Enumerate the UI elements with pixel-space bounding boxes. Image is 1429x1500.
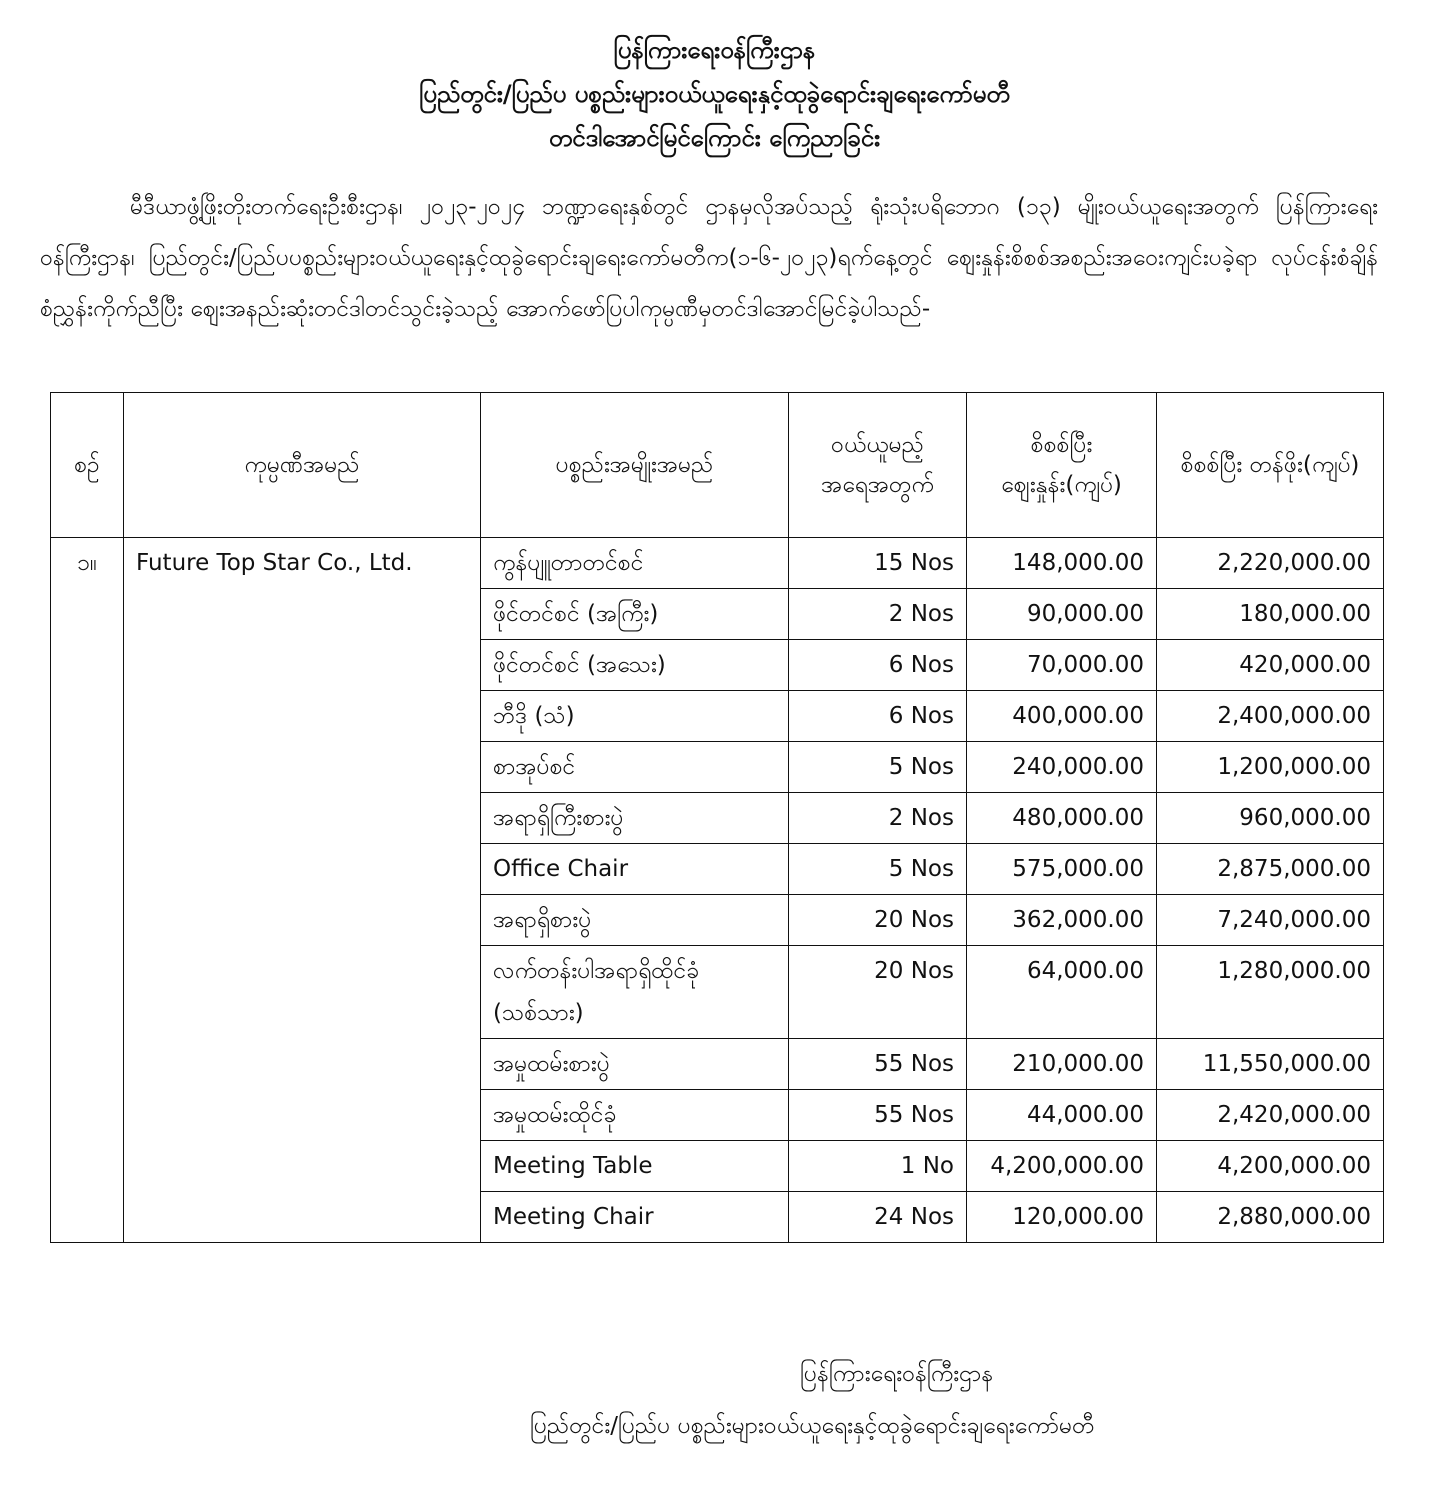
unit-price-cell: 4,200,000.00 [967,1141,1157,1192]
unit-price-cell: 44,000.00 [967,1090,1157,1141]
item-name-cell: အရာရှိစားပွဲ [481,895,789,946]
unit-price-cell: 400,000.00 [967,691,1157,742]
total-value-cell: 2,400,000.00 [1157,691,1384,742]
item-name-cell: ဘီဒို (သံ) [481,691,789,742]
committee-title: ပြည်တွင်း/ပြည်ပ ပစ္စည်းများဝယ်ယူရေးနှင့်ထုခွဲရောင်းချရေးကော်မတီ [419,80,1010,108]
unit-price-cell: 240,000.00 [967,742,1157,793]
quantity-cell: 6 Nos [789,640,967,691]
item-name-cell: ဖိုင်တင်စင် (အကြီး) [481,589,789,640]
unit-price-cell: 480,000.00 [967,793,1157,844]
item-name-cell: အမှုထမ်းစားပွဲ [481,1039,789,1090]
header-total: စိစစ်ပြီး တန်ဖိုး(ကျပ်) [1157,393,1384,538]
item-name-cell: Office Chair [481,844,789,895]
item-name-cell: အရာရှိကြီးစားပွဲ [481,793,789,844]
row-number-cell: ၁။ [51,538,124,1243]
header-price: စိစစ်ပြီး ဈေးနှုန်း(ကျပ်) [967,393,1157,538]
quantity-cell: 24 Nos [789,1192,967,1243]
unit-price-cell: 70,000.00 [967,640,1157,691]
quantity-cell: 5 Nos [789,742,967,793]
total-value-cell: 960,000.00 [1157,793,1384,844]
header-qty: ဝယ်ယူမည့် အရေအတွက် [789,393,967,538]
header-company: ကုမ္ပဏီအမည် [124,393,481,538]
quantity-cell: 5 Nos [789,844,967,895]
ministry-title: ပြန်ကြားရေးဝန်ကြီးဌာန [613,36,816,64]
quantity-cell: 55 Nos [789,1039,967,1090]
item-name-cell: လက်တန်းပါအရာရှိထိုင်ခုံ (သစ်သား) [481,946,789,1039]
total-value-cell: 7,240,000.00 [1157,895,1384,946]
header-no: စဉ် [51,393,124,538]
item-name-cell: ကွန်ပျူတာတင်စင် [481,538,789,589]
item-name-cell: ဖိုင်တင်စင် (အသေး) [481,640,789,691]
unit-price-cell: 575,000.00 [967,844,1157,895]
total-value-cell: 1,280,000.00 [1157,946,1384,1039]
quantity-cell: 2 Nos [789,589,967,640]
tender-award-table [50,392,1384,1243]
item-name-cell: Meeting Table [481,1141,789,1192]
total-value-cell: 180,000.00 [1157,589,1384,640]
signature-block [530,1348,1360,1452]
header-item: ပစ္စည်းအမျိုးအမည် [481,393,789,538]
item-name-cell: Meeting Chair [481,1192,789,1243]
total-value-cell: 2,880,000.00 [1157,1192,1384,1243]
quantity-cell: 20 Nos [789,946,967,1039]
unit-price-cell: 64,000.00 [967,946,1157,1039]
total-value-cell: 11,550,000.00 [1157,1039,1384,1090]
company-name-cell: Future Top Star Co., Ltd. [124,538,481,1243]
total-value-cell: 2,420,000.00 [1157,1090,1384,1141]
total-value-cell: 2,220,000.00 [1157,538,1384,589]
unit-price-cell: 120,000.00 [967,1192,1157,1243]
table-header-row [51,393,1384,538]
quantity-cell: 1 No [789,1141,967,1192]
table-body [51,538,1384,1243]
total-value-cell: 1,200,000.00 [1157,742,1384,793]
total-value-cell: 420,000.00 [1157,640,1384,691]
document-header [0,28,1429,160]
item-name-cell: အမှုထမ်းထိုင်ခုံ [481,1090,789,1141]
quantity-cell: 20 Nos [789,895,967,946]
quantity-cell: 15 Nos [789,538,967,589]
total-value-cell: 4,200,000.00 [1157,1141,1384,1192]
unit-price-cell: 148,000.00 [967,538,1157,589]
total-value-cell: 2,875,000.00 [1157,844,1384,895]
footer-committee: ပြည်တွင်း/ပြည်ပ ပစ္စည်းများဝယ်ယူရေးနှင့်ထုခွဲရောင်းချရေးကော်မတီ [530,1413,1095,1439]
announcement-paragraph: မီဒီယာဖွံ့ဖြိုးတိုးတက်ရေးဦးစီးဌာန၊ ၂၀၂၃-၂၀၂၄ ဘဏ္ဍာရေးနှစ်တွင် ဌာနမှလိုအပ်သည့် ရုံးသုံးပရိဘောဂ (၁၃) မျိုးဝယ်ယူရေးအတွက် ပြန်ကြားရေးဝန်ကြီးဌာန၊ ပြည်တွင်း/ပြည်ပပစ္စည်းများဝယ်ယူရေးနှင့်ထုခွဲရောင်းချရေးကော်မတီက(၁-၆-၂၀၂၃)ရက်နေ့တွင် ဈေးနှုန်းစိစစ်အစည်းအဝေးကျင်းပခဲ့ရာ လုပ်ငန်းစံချိန်စံညွှန်းကိုက်ညီပြီး ဈေးအနည်းဆုံးတင်ဒါတင်သွင်းခဲ့သည့် အောက်ဖော်ပြပါကုမ္ပဏီမှတင်ဒါအောင်မြင်ခဲ့ပါသည်- [40,194,1378,322]
item-name-cell: စာအုပ်စင် [481,742,789,793]
quantity-cell: 2 Nos [789,793,967,844]
quantity-cell: 6 Nos [789,691,967,742]
unit-price-cell: 90,000.00 [967,589,1157,640]
footer-ministry: ပြန်ကြားရေးဝန်ကြီးဌာန [800,1361,994,1387]
announcement-title: တင်ဒါအောင်မြင်ကြောင်း ကြေညာခြင်း [548,124,881,152]
quantity-cell: 55 Nos [789,1090,967,1141]
unit-price-cell: 210,000.00 [967,1039,1157,1090]
table-row [51,538,1384,589]
unit-price-cell: 362,000.00 [967,895,1157,946]
